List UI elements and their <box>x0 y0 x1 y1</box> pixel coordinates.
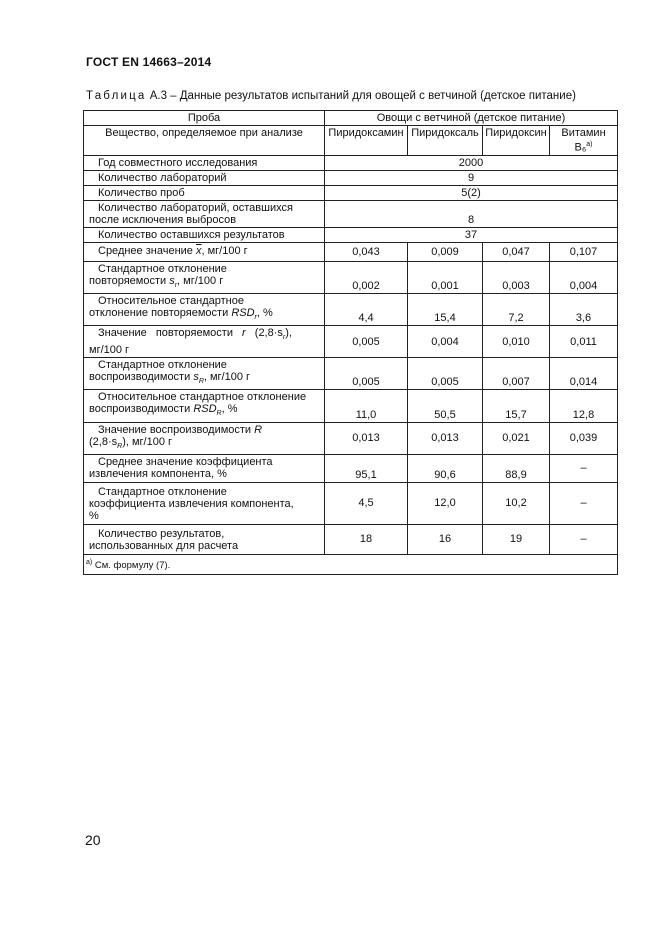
table-row: Значение воспроизводимости R $(2,8\cdot s_R)$, мг/100 г 0,013 0,013 0,021 0,039 <box>84 422 618 454</box>
col-pyridoxal: Пиридоксаль <box>408 126 483 156</box>
table-row: Количество результатов, использованных для расчета 18 16 19 – <box>84 524 618 554</box>
header-substance: Вещество, определяемое при анализе <box>84 126 325 156</box>
table-footnote: $^{a)}$ См. формулу (7). <box>84 554 618 574</box>
table-row: Относительное стандартное отклонение воспроизводимости $RSD_R$, % 11,0 50,5 15,7 12,8 <box>84 390 618 422</box>
col-vitamin-b6: Витамин B₆$^{a)}$ <box>550 126 618 156</box>
caption-number: А.3 <box>149 90 167 102</box>
table-row: Количество лабораторий, оставшихся после исключения выбросов 8 <box>84 200 618 227</box>
page-number: 20 <box>85 832 101 848</box>
table-subheader-row <box>84 126 618 156</box>
table-row: Год совместного исследования 2000 <box>84 155 618 170</box>
document-header: ГОСТ EN 14663–2014 <box>86 55 212 69</box>
caption-text: – Данные результатов испытаний для овощей с ветчиной (детское питание) <box>170 90 576 102</box>
results-table <box>83 110 618 575</box>
header-sample: Овощи с ветчиной (детское питание) <box>325 111 618 126</box>
caption-label: Таблица <box>86 90 147 102</box>
col-pyridoxine: Пиридоксин <box>483 126 550 156</box>
table-caption <box>86 90 576 102</box>
table-row: Стандартное отклонение повторяемости $s_r$, мг/100 г 0,002 0,001 0,003 0,004 <box>84 261 618 293</box>
table-row: Количество проб 5(2) <box>84 185 618 200</box>
table-row: Стандартное отклонение воспроизводимости $s_R$, мг/100 г 0,005 0,005 0,007 0,014 <box>84 358 618 390</box>
table-row: Количество оставшихся результатов 37 <box>84 227 618 242</box>
table-row: Значение повторяемости r $(2,8\cdot s_r)$, мг/100 г 0,005 0,004 0,010 0,011 <box>84 326 618 358</box>
table-row: Среднее значение $\overline{x}$, мг/100 г 0,043 0,009 0,047 0,107 <box>84 242 618 261</box>
table-row: Относительное стандартное отклонение повторяемости $RSD_r$, % 4,4 15,4 7,2 3,6 <box>84 293 618 325</box>
table-footnote-row <box>84 554 618 574</box>
table-header-row <box>84 111 618 126</box>
table-row: Среднее значение коэффициента извлечения компонента, % 95,1 90,6 88,9 – <box>84 454 618 482</box>
table-row: Количество лабораторий 9 <box>84 170 618 185</box>
col-pyridoxamine: Пиридоксамин <box>325 126 408 156</box>
table-row: Стандартное отклонение коэффициента извлечения компонента, % 4,5 12,0 10,2 – <box>84 482 618 524</box>
header-probe: Проба <box>84 111 325 126</box>
